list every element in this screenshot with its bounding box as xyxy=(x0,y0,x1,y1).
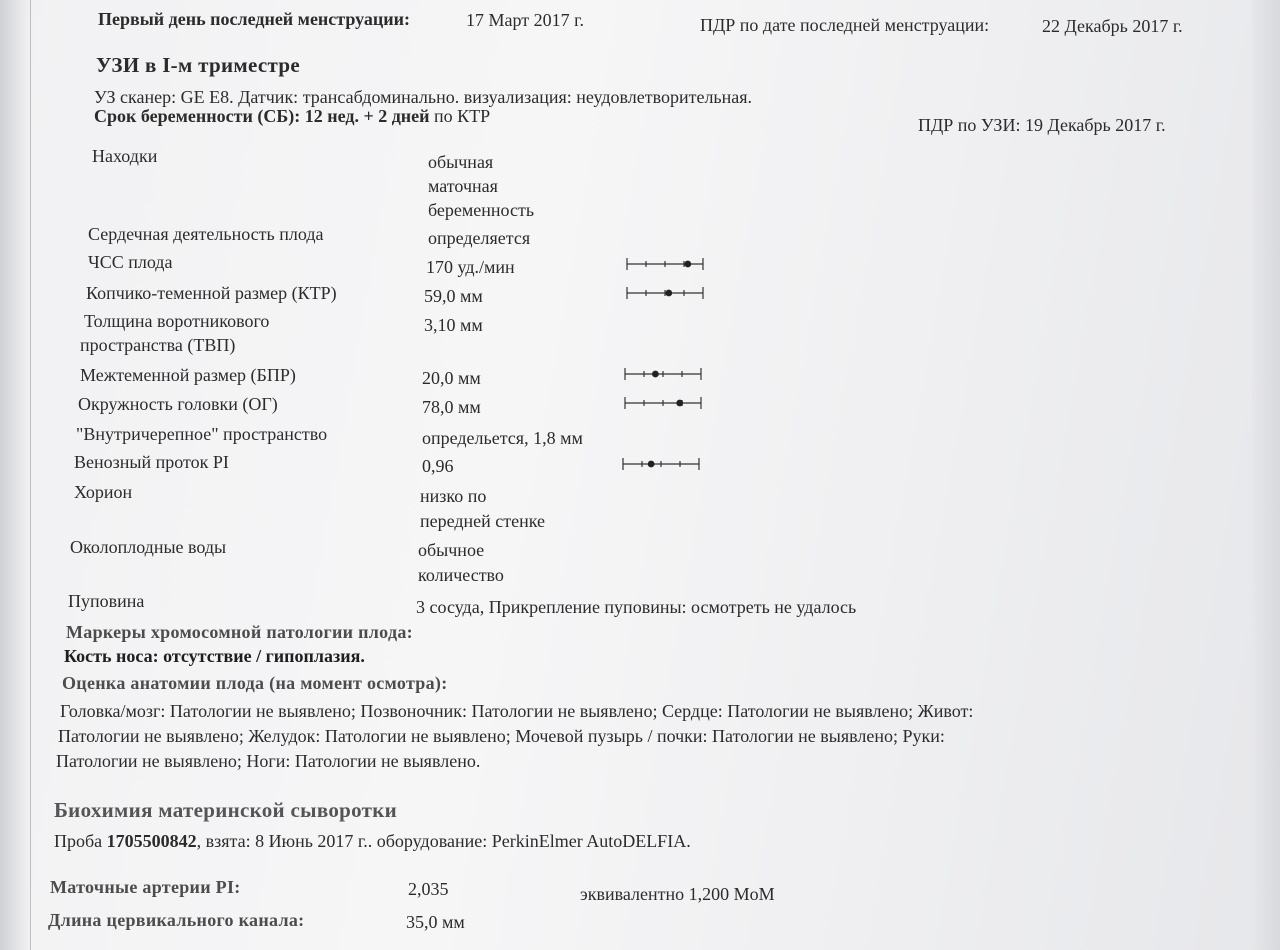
scanner-info: УЗ сканер: GE E8. Датчик: трансабдоминально. визуализация: неудовлетворительная. xyxy=(94,87,753,107)
gestational-age xyxy=(94,105,490,127)
scale-marker xyxy=(648,461,655,468)
dv-value: 0,96 xyxy=(422,456,454,476)
fhr-value: 170 уд./мин xyxy=(426,257,515,277)
edd-lmp-value: 22 Декабрь 2017 г. xyxy=(1042,16,1183,36)
crl-value: 59,0 мм xyxy=(424,286,483,306)
sample-details: , взята: 8 Июнь 2017 г.. оборудование: PerkinElmer AutoDELFIA. xyxy=(196,831,691,851)
markers-title: Маркеры хромосомной патологии плода: xyxy=(66,622,413,642)
lmp-value: 17 Март 2017 г. xyxy=(466,10,584,30)
hc-value: 78,0 мм xyxy=(422,397,481,417)
cervix-length-value: 35,0 мм xyxy=(406,912,465,932)
ga-method: по КТР xyxy=(434,106,491,126)
anatomy-line: Патологии не выявлено; Ноги: Патологии не выявлено. xyxy=(56,751,481,771)
uterine-arteries-mom: эквивалентно 1,200 MoM xyxy=(580,884,775,904)
edd-us-label: ПДР по УЗИ: xyxy=(918,115,1021,135)
bpd-label: Межтеменной размер (БПР) xyxy=(80,365,296,385)
lmp-label: Первый день последней менструации: xyxy=(98,9,410,29)
dv-label: Венозный проток PI xyxy=(74,452,229,472)
hc-label: Окружность головки (ОГ) xyxy=(78,394,278,414)
nt-label-line: пространства (ТВП) xyxy=(80,335,236,355)
paper-shadow-edge xyxy=(1252,0,1280,950)
findings-value-line: обычная xyxy=(428,152,494,172)
anatomy-line: Патологии не выявлено; Желудок: Патологии не выявлено; Мочевой пузырь / почки: Патологии не выявлено; Руки: xyxy=(58,726,945,746)
chorion-label: Хорион xyxy=(74,482,133,502)
crl-label: Копчико-теменной размер (КТР) xyxy=(86,283,337,303)
fhr-percentile-scale xyxy=(626,257,704,271)
anatomy-line: Головка/мозг: Патологии не выявлено; Позвоночник: Патологии не выявлено; Сердце: Патологии не выявлено; Живот: xyxy=(60,701,974,721)
anatomy-title: Оценка анатомии плода (на момент осмотра): xyxy=(62,673,448,693)
cervix-length-label: Длина цервикального канала: xyxy=(48,910,305,930)
nasal-bone-finding: Кость носа: отсутствие / гипоплазия. xyxy=(64,646,365,666)
findings-value-line: беременность xyxy=(428,200,535,220)
previous-page-edge xyxy=(0,0,31,950)
heart-activity-value: определяется xyxy=(428,228,531,248)
scale-marker xyxy=(684,261,691,268)
umbilical-cord-label: Пуповина xyxy=(68,591,145,611)
sample-id: 1705500842 xyxy=(106,831,197,851)
sample-prefix: Проба xyxy=(54,831,107,851)
hc-percentile-scale xyxy=(624,396,702,410)
scale-marker xyxy=(652,371,659,378)
nt-value: 3,10 мм xyxy=(424,315,483,335)
scale-marker xyxy=(665,290,672,297)
chorion-value-line: передней стенке xyxy=(420,511,546,531)
edd-us xyxy=(918,114,1166,136)
amniotic-fluid-value-line: количество xyxy=(418,565,504,585)
biochem-title: Биохимия материнской сыворотки xyxy=(54,798,398,822)
it-label: "Внутричерепное" пространство xyxy=(76,424,328,444)
bpd-value: 20,0 мм xyxy=(422,368,481,388)
ga-value: 12 нед. + 2 дней xyxy=(304,106,430,126)
sample-info xyxy=(54,830,691,852)
umbilical-cord-value: 3 сосуда, Прикрепление пуповины: осмотреть не удалось xyxy=(416,597,857,617)
heart-activity-label: Сердечная деятельность плода xyxy=(88,224,324,244)
ga-label: Срок беременности (СБ): xyxy=(94,106,301,126)
amniotic-fluid-value-line: обычное xyxy=(418,540,485,560)
scale-marker xyxy=(676,400,683,407)
findings-label: Находки xyxy=(92,146,158,166)
findings-value-line: маточная xyxy=(428,176,498,196)
bpd-percentile-scale xyxy=(624,367,702,381)
uterine-arteries-label: Маточные артерии PI: xyxy=(50,877,241,897)
fhr-label: ЧСС плода xyxy=(88,252,173,272)
it-value: определьется, 1,8 мм xyxy=(422,428,583,448)
nt-label-line: Толщина воротникового xyxy=(84,311,270,331)
edd-lmp-label: ПДР по дате последней менструации: xyxy=(700,15,990,35)
dv-percentile-scale xyxy=(622,457,700,471)
edd-us-value: 19 Декабрь 2017 г. xyxy=(1024,115,1166,135)
uterine-arteries-value: 2,035 xyxy=(408,879,449,899)
chorion-value-line: низко по xyxy=(420,486,487,506)
trimester-title: УЗИ в I-м триместре xyxy=(96,53,300,77)
amniotic-fluid-label: Околоплодные воды xyxy=(70,537,227,557)
crl-percentile-scale xyxy=(626,286,704,300)
